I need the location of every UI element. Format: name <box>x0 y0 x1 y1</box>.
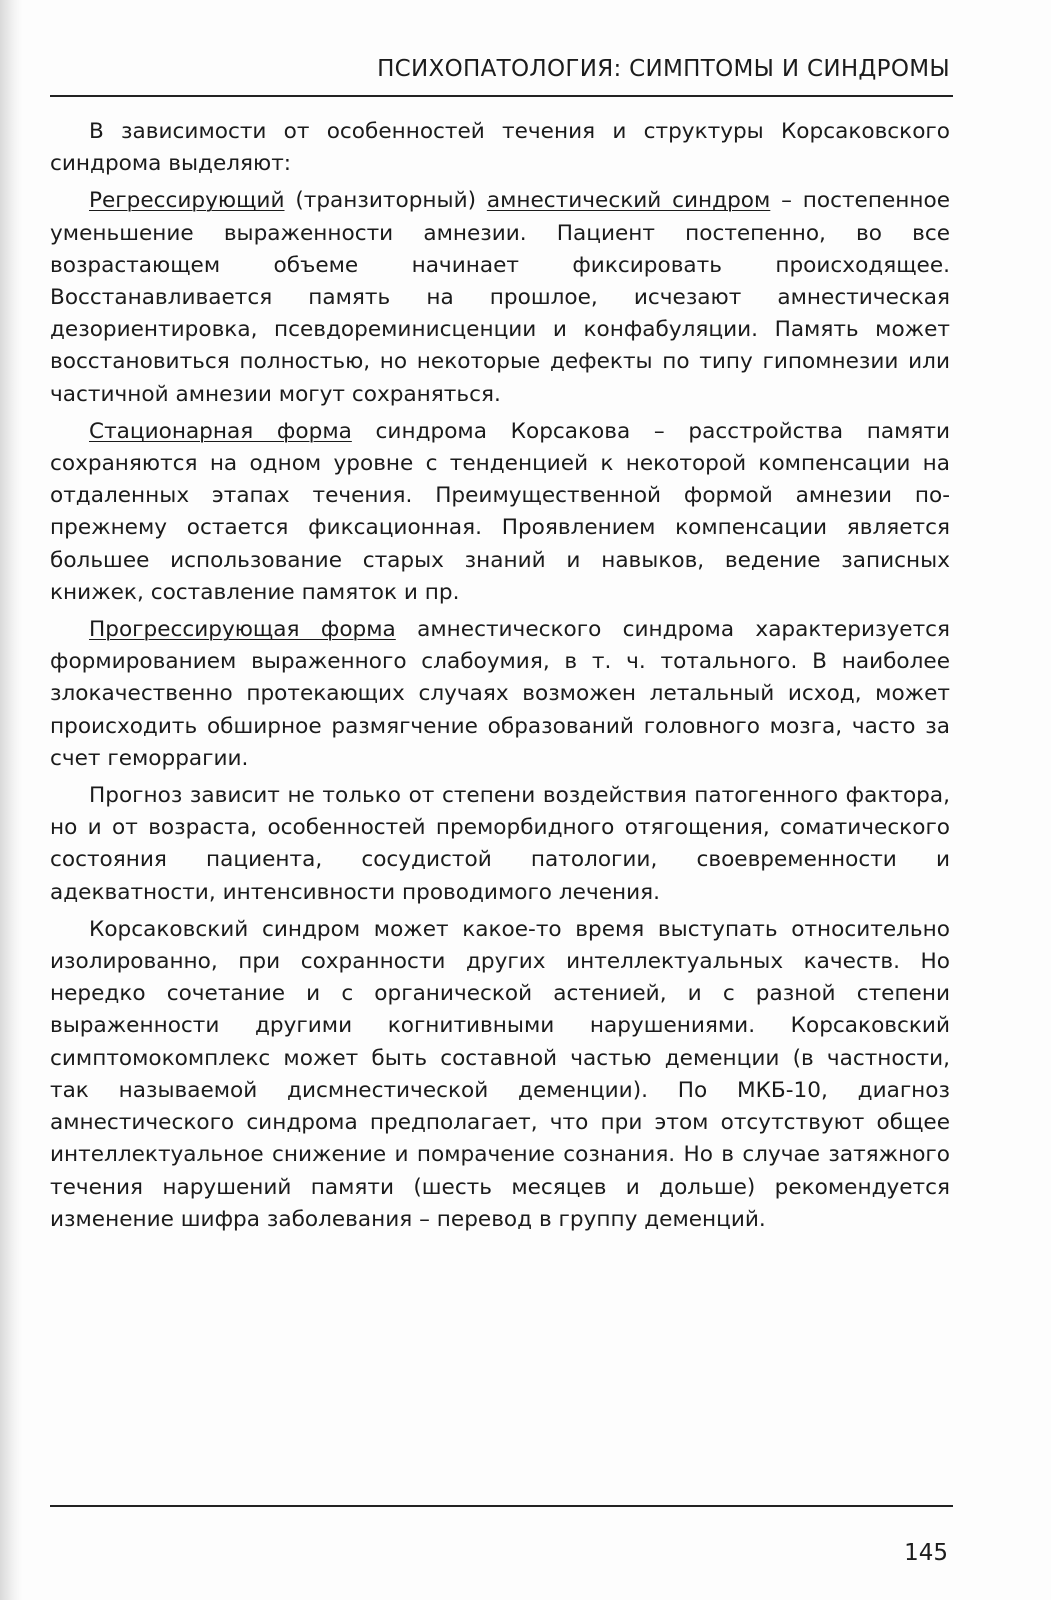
paragraph-regressive-mid: (транзиторный) <box>284 188 487 214</box>
term-progressive-form: Прогрессирующая форма <box>89 617 396 643</box>
term-stationary-form: Стационарная форма <box>89 418 352 444</box>
term-regressive: Регрессирующий <box>89 188 285 214</box>
body-text <box>50 116 950 1236</box>
paragraph-prognosis: Прогноз зависит не только от степени воздействия патогенного фактора, но и от возраста, особенностей преморбидного отягощения, соматического состояния пациента, сосудистой патологии, своевременности и адекватности, интенсивности проводимого лечения. <box>50 783 950 905</box>
header-rule <box>50 95 953 97</box>
paragraph-stationary-rest: синдрома Корсакова – расстройства памяти сохраняются на одном уровне с тенденцией к некоторой компенсации на отдаленных этапах течения. Преимущественной формой амнезии по-прежнему остается фиксационная. Проявлением компенсации является большее использование старых знаний и навыков, ведение записных книжек, составление памяток и пр. <box>50 418 950 605</box>
paragraph-regressive-form <box>50 185 950 410</box>
paragraph-korsakoff-dementia: Корсаковский синдром может какое-то время выступать относительно изолированно, при сохранности других интеллектуальных качеств. Но нередко сочетание и с органической астенией, и с разной степени выраженности другими когнитивными нарушениями. Корсаковский симптомокомплекс может быть составной частью деменции (в частности, так называемой дисмнестической деменции). По МКБ-10, диагноз амнестического синдрома предполагает, что при этом отсутствуют общее интеллектуальное снижение и помрачение сознания. Но в случае затяжного течения нарушений памяти (шесть месяцев и дольше) рекомендуется изменение шифра заболевания – перевод в группу деменций. <box>50 916 950 1232</box>
paragraph-progressive-rest: амнестического синдрома характеризуется формированием выраженного слабоумия, в т. ч. тотального. В наиболее злокачественно протекающих случаях возможен летальный исход, может происходить обширное размягчение образований головного мозга, часто за счет геморрагии. <box>50 617 951 771</box>
paragraph-intro: В зависимости от особенностей течения и структуры Корсаковского синдрома выделяют: <box>50 119 950 177</box>
paragraph-regressive-rest: – постепенное уменьшение выраженности амнезии. Пациент постепенно, во все возрастающем объеме начинает фиксировать происходящее. Восстанавливается память на прошлое, исчезают амнестическая дезориентировка, псевдореминисценции и конфабуляции. Память может восстановиться полностью, но некоторые дефекты по типу гипомнезии или частичной амнезии могут сохраняться. <box>50 188 950 407</box>
footer-rule <box>50 1505 953 1507</box>
spine-shadow <box>0 0 22 1600</box>
paragraph-progressive-form <box>50 614 950 775</box>
running-head: ПСИХОПАТОЛОГИЯ: СИМПТОМЫ И СИНДРОМЫ <box>377 56 950 82</box>
term-amnestic-syndrome: амнестический синдром <box>486 188 771 214</box>
page-number: 145 <box>904 1540 948 1566</box>
paragraph-stationary-form <box>50 416 950 609</box>
